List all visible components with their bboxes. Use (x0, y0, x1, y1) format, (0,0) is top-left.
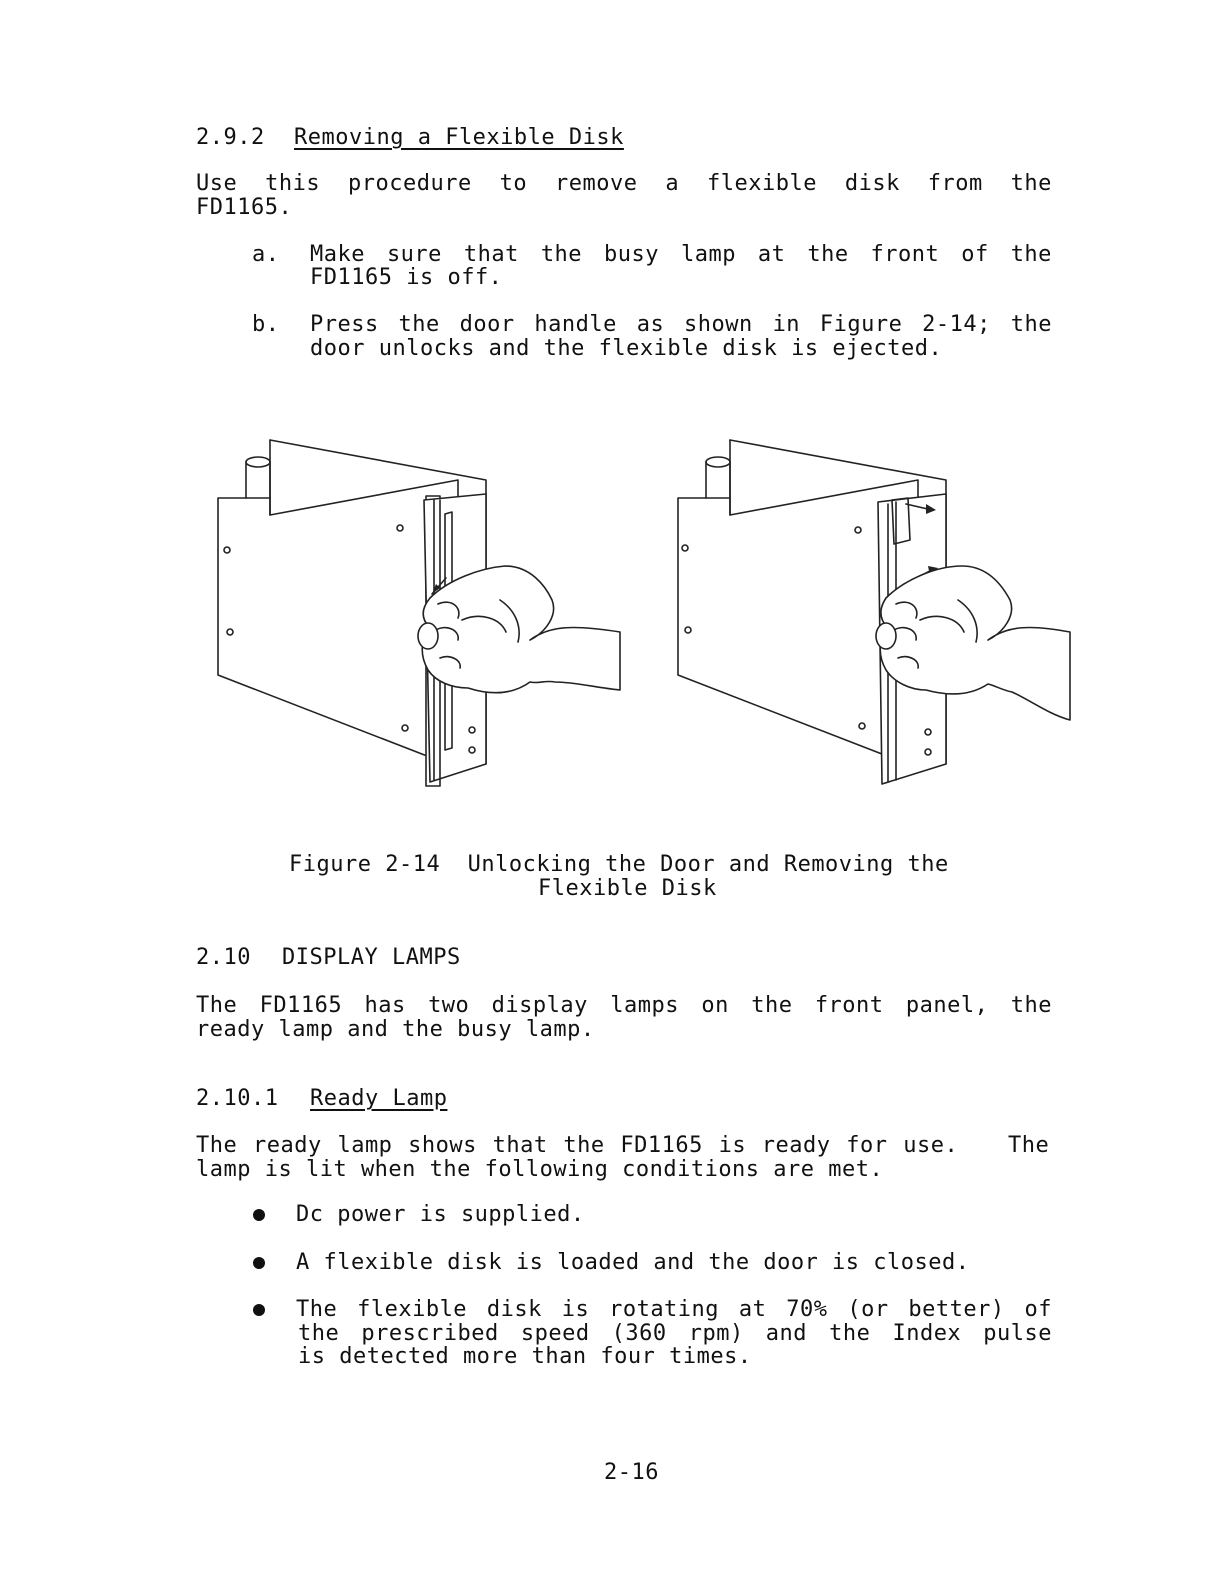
section-number: 2.9.2 (196, 125, 265, 150)
word: door (459, 312, 515, 337)
word: the (751, 993, 793, 1018)
word: two (428, 993, 470, 1018)
word: sure (386, 242, 442, 267)
word: 70% (786, 1297, 828, 1322)
word: a (665, 171, 680, 196)
step-text-line-1 (310, 313, 1052, 337)
figure-caption-line-2: Flexible Disk (538, 876, 717, 901)
word: the (829, 1321, 871, 1346)
word: the (1010, 312, 1052, 337)
step-text-line-1 (310, 243, 1052, 267)
page-number: 2-16 (604, 1460, 659, 1485)
word: as (636, 312, 665, 337)
word: the (540, 242, 583, 267)
step-marker: a. (252, 242, 280, 267)
word: pulse (983, 1321, 1052, 1346)
bullet-text-line-2 (298, 1322, 1052, 1346)
word: speed (520, 1321, 590, 1346)
disk-drive-left (218, 440, 620, 786)
word: Press (310, 312, 379, 337)
word: that (463, 242, 519, 267)
intro-line-2: FD1165. (196, 195, 293, 220)
bullet-icon (253, 1304, 265, 1316)
word: The (296, 1297, 338, 1322)
paragraph-line-2: lamp is lit when the following conditions are met. (196, 1157, 884, 1182)
word: the (1010, 993, 1052, 1018)
word: is (561, 1297, 590, 1322)
word: remove (555, 171, 638, 196)
word: busy (604, 242, 659, 267)
intro-line-1 (196, 172, 1052, 196)
bullet-icon (253, 1257, 265, 1269)
word: in (772, 312, 801, 337)
figure-illustration (200, 420, 1080, 820)
word: Make (310, 242, 365, 267)
word: (or (847, 1297, 889, 1322)
word: rpm) (688, 1321, 744, 1346)
word: procedure (348, 171, 472, 196)
word: of (1024, 1297, 1052, 1322)
bullet-text: Dc power is supplied. (296, 1202, 585, 1227)
word: and (765, 1321, 808, 1346)
word: display (491, 993, 588, 1018)
section-title: Removing a Flexible Disk (294, 125, 624, 150)
bullet-text-line-3: is detected more than four times. (298, 1344, 752, 1369)
word: flexible (357, 1297, 468, 1322)
word: this (265, 171, 321, 196)
word: shown (684, 312, 753, 337)
word: disk (486, 1297, 542, 1322)
word: at (738, 1297, 767, 1322)
word: 2-14; (922, 312, 991, 337)
paragraph-line-1 (196, 994, 1052, 1018)
section-number: 2.10 (196, 945, 251, 970)
word: flexible (707, 171, 817, 196)
word: the (298, 1321, 340, 1346)
section-number: 2.10.1 (196, 1086, 279, 1111)
paragraph-line-1-end: The (1008, 1133, 1050, 1158)
word: rotating (609, 1297, 720, 1322)
step-text-line-2: FD1165 is off. (310, 265, 503, 290)
step-text-line-2: door unlocks and the flexible disk is ejected. (310, 336, 943, 361)
bullet-icon (253, 1209, 265, 1221)
word: from (927, 171, 983, 196)
section-title: Ready Lamp (310, 1086, 448, 1111)
figure-caption-line-1: Figure 2-14 Unlocking the Door and Removing the (289, 852, 949, 877)
word: The (196, 993, 238, 1018)
word: lamp (680, 242, 736, 267)
paragraph-line-2: ready lamp and the busy lamp. (196, 1017, 595, 1042)
word: has (364, 993, 406, 1018)
bullet-text-line-1 (296, 1298, 1052, 1322)
word: front (814, 993, 884, 1018)
section-title: DISPLAY LAMPS (282, 945, 461, 970)
word: to (499, 171, 528, 196)
word: panel, (905, 993, 989, 1018)
word: the (398, 312, 440, 337)
word: at (757, 242, 786, 267)
paragraph-line-1: The ready lamp shows that the FD1165 is ready for use. (196, 1133, 959, 1158)
word: lamps (610, 993, 679, 1018)
word: the (807, 242, 849, 267)
word: the (1010, 242, 1052, 267)
step-marker: b. (252, 312, 280, 337)
bullet-text: A flexible disk is loaded and the door is closed. (296, 1250, 970, 1275)
word: front (870, 242, 940, 267)
word: Index (892, 1321, 962, 1346)
word: prescribed (361, 1321, 499, 1346)
word: FD1165 (259, 993, 343, 1018)
word: on (701, 993, 729, 1018)
word: Figure (819, 312, 903, 337)
word: Use (196, 171, 238, 196)
word: handle (534, 312, 617, 337)
word: disk (844, 171, 900, 196)
word: (360 (611, 1321, 667, 1346)
word: of (961, 242, 989, 267)
word: the (1010, 171, 1052, 196)
disk-drive-right (678, 440, 1070, 784)
word: better) (908, 1297, 1005, 1322)
